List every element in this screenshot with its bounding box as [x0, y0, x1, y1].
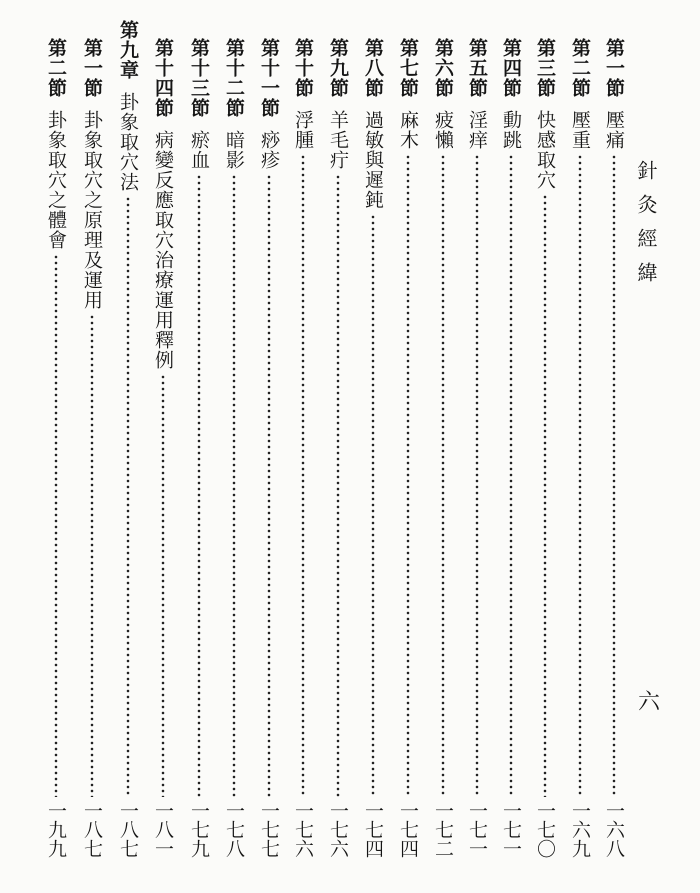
- entry-page-number: 一七七: [258, 801, 280, 858]
- toc-entry[interactable]: [497, 38, 525, 858]
- dot-leader: [54, 254, 58, 797]
- entry-page-number: 一七二: [432, 801, 454, 858]
- entry-title: 壓重: [569, 110, 591, 150]
- entry-title: 瘀血: [188, 130, 210, 170]
- entry-page-number: 一七八: [223, 801, 245, 858]
- entry-title: 麻木: [397, 110, 419, 150]
- entry-title: 暗影: [223, 130, 245, 170]
- page-number: 六: [638, 690, 661, 715]
- entry-title: 淫痒: [466, 110, 488, 150]
- dot-leader: [301, 154, 305, 797]
- toc-entry[interactable]: [324, 38, 352, 858]
- chapter-label: 第九章: [117, 20, 139, 80]
- toc-entry[interactable]: [394, 38, 422, 858]
- entry-title: 動跳: [500, 110, 522, 150]
- dot-leader: [197, 174, 201, 797]
- section-label: 第三節: [534, 38, 556, 98]
- dot-leader: [406, 154, 410, 797]
- toc-entry[interactable]: [566, 38, 594, 858]
- section-label: 第十一節: [258, 38, 280, 118]
- toc-entry[interactable]: [600, 38, 628, 858]
- toc-entry[interactable]: [359, 38, 387, 858]
- entry-title: 快感取穴: [534, 110, 556, 190]
- section-label: 第一節: [603, 38, 625, 98]
- entry-title: 卦象取穴法: [117, 92, 139, 192]
- section-label: 第六節: [432, 38, 454, 98]
- entry-page-number: 一七九: [188, 801, 210, 858]
- entry-page-number: 一六九: [569, 801, 591, 858]
- entry-page-number: 一八一: [152, 801, 174, 858]
- toc-entry[interactable]: [429, 38, 457, 858]
- dot-leader: [267, 174, 271, 797]
- entry-title: 疲懶: [432, 110, 454, 150]
- section-label: 第二節: [569, 38, 591, 98]
- entry-title: 痧疹: [258, 130, 280, 170]
- toc-entry[interactable]: [289, 38, 317, 858]
- entry-title: 浮腫: [292, 110, 314, 150]
- entry-title: 壓痛: [603, 110, 625, 150]
- dot-leader: [441, 154, 445, 797]
- dot-leader: [612, 154, 616, 797]
- section-label: 第十四節: [152, 38, 174, 118]
- section-label: 第二節: [45, 38, 67, 98]
- section-label: 第十二節: [223, 38, 245, 118]
- toc-entry[interactable]: [463, 38, 491, 858]
- entry-title: 病變反應取穴治療運用釋例: [152, 130, 174, 370]
- dot-leader: [509, 154, 513, 797]
- dot-leader: [161, 374, 165, 797]
- section-label: 第十三節: [188, 38, 210, 118]
- entry-page-number: 一八七: [81, 801, 103, 858]
- dot-leader: [232, 174, 236, 797]
- entry-page-number: 一七六: [292, 801, 314, 858]
- entry-page-number: 一九九: [45, 801, 67, 858]
- entry-page-number: 一七四: [397, 801, 419, 858]
- section-label: 第七節: [397, 38, 419, 98]
- entry-title: 卦象取穴之原理及運用: [81, 110, 103, 310]
- dot-leader: [578, 154, 582, 797]
- section-label: 第十節: [292, 38, 314, 98]
- toc-entry[interactable]: [531, 38, 559, 858]
- entry-page-number: 一七〇: [534, 801, 556, 858]
- entry-page-number: 一八七: [117, 801, 139, 858]
- entry-page-number: 一七一: [466, 801, 488, 858]
- toc-entry[interactable]: [78, 38, 106, 858]
- running-head: 針灸經緯: [634, 160, 658, 296]
- toc-entry[interactable]: [114, 20, 142, 858]
- dot-leader: [90, 314, 94, 797]
- dot-leader: [336, 174, 340, 797]
- section-label: 第一節: [81, 38, 103, 98]
- entry-page-number: 一七六: [327, 801, 349, 858]
- section-label: 第八節: [362, 38, 384, 98]
- dot-leader: [126, 196, 130, 797]
- section-label: 第五節: [466, 38, 488, 98]
- entry-title: 卦象取穴之體會: [45, 110, 67, 250]
- toc-entry[interactable]: [185, 38, 213, 858]
- dot-leader: [371, 214, 375, 797]
- toc-entry[interactable]: [255, 38, 283, 858]
- entry-title: 羊毛疔: [327, 110, 349, 170]
- dot-leader: [543, 194, 547, 797]
- toc-entry[interactable]: [42, 38, 70, 858]
- toc-entry[interactable]: [149, 38, 177, 858]
- entry-page-number: 一七四: [362, 801, 384, 858]
- dot-leader: [475, 154, 479, 797]
- toc-entry[interactable]: [220, 38, 248, 858]
- section-label: 第四節: [500, 38, 522, 98]
- entry-title: 過敏與遲鈍: [362, 110, 384, 210]
- entry-page-number: 一七一: [500, 801, 522, 858]
- entry-page-number: 一六八: [603, 801, 625, 858]
- section-label: 第九節: [327, 38, 349, 98]
